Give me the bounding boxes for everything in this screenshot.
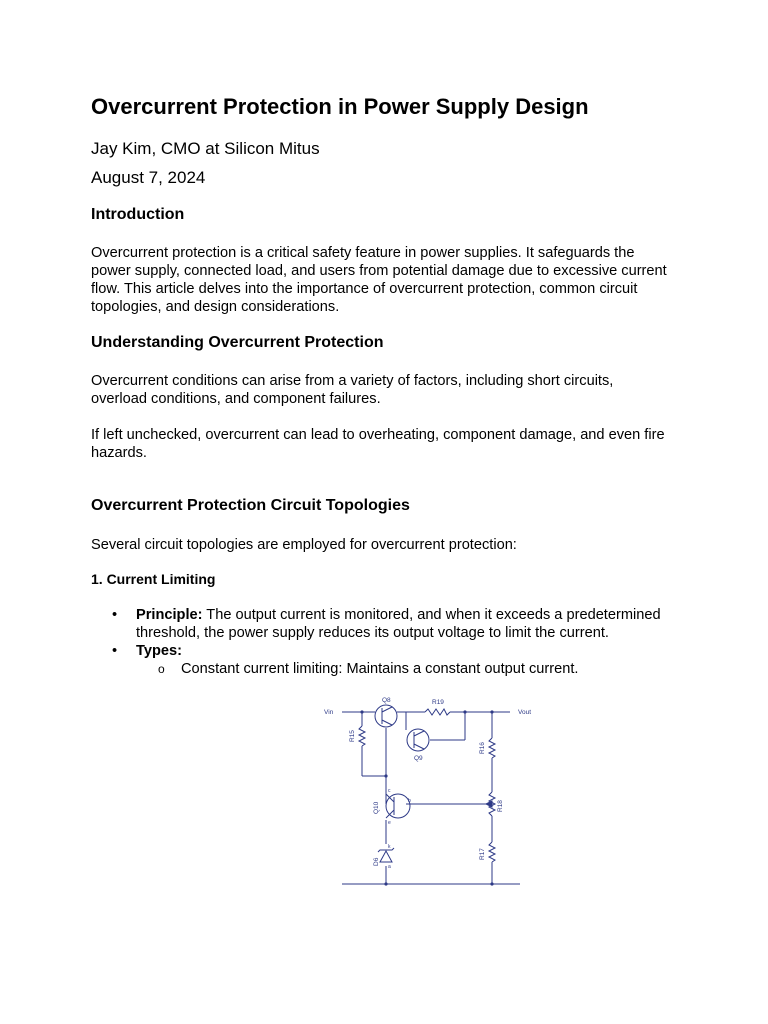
- label-vin: Vin: [324, 709, 334, 716]
- understanding-paragraph-2: If left unchecked, overcurrent can lead to overheating, component damage, and even fire hazards.: [91, 427, 665, 461]
- label-q8: Q8: [382, 697, 391, 704]
- resistor-r17-icon: [489, 842, 495, 862]
- transistor-q9-icon: [407, 729, 429, 751]
- transistor-q8-icon: [375, 705, 397, 727]
- circuit-diagram: [320, 694, 540, 890]
- label-pin-c: c: [388, 788, 391, 794]
- label-pin-e: e: [388, 820, 391, 826]
- intro-paragraph: Overcurrent protection is a critical safety feature in power supplies. It safeguards the power supply, connected load, and users from potential damage due to excessive current flow. This article delves into the importance of overcurrent protection, common circuit topologies, and design considerations.: [91, 245, 667, 315]
- bullet-list: [91, 606, 691, 678]
- list-item-type: [91, 660, 691, 678]
- circuit-junctions: [360, 710, 493, 885]
- intro-heading: Introduction: [91, 206, 185, 223]
- bullet-circle-icon: o: [158, 662, 165, 676]
- resistor-r15-icon: [359, 726, 365, 746]
- label-vout: Vout: [518, 709, 532, 716]
- principle-text: The output current is monitored, and when it exceeds a predetermined threshold, the power supply reduces its output voltage to limit the current.: [136, 607, 661, 641]
- label-pin-a: a: [388, 864, 391, 870]
- label-r18: R18: [497, 800, 504, 812]
- label-r16: R16: [479, 742, 486, 754]
- label-r17: R17: [479, 848, 486, 860]
- label-pin-b: b: [408, 798, 411, 804]
- bullet-dot-icon: •: [112, 607, 118, 623]
- resistor-r16-icon: [489, 738, 495, 758]
- resistor-r19-icon: [425, 709, 450, 715]
- date-line: August 7, 2024: [91, 168, 206, 187]
- principle-label: Principle:: [136, 607, 203, 623]
- label-r19: R19: [432, 699, 444, 706]
- type-text: Constant current limiting: Maintains a constant output current.: [181, 661, 579, 677]
- label-r15: R15: [349, 730, 356, 742]
- zener-diode-d6-icon: [380, 851, 392, 862]
- circuit-components: [359, 705, 495, 862]
- types-label: Types:: [136, 643, 182, 659]
- label-d6: D6: [373, 857, 380, 866]
- understanding-paragraph-1: Overcurrent conditions can arise from a variety of factors, including short circuits, overload conditions, and component failures.: [91, 373, 614, 407]
- author-line: Jay Kim, CMO at Silicon Mitus: [91, 139, 320, 158]
- topologies-heading: Overcurrent Protection Circuit Topologies: [91, 497, 410, 514]
- bullet-dot-icon: •: [112, 643, 118, 659]
- circuit-wires: [342, 712, 520, 884]
- page-title: Overcurrent Protection in Power Supply Design: [91, 94, 589, 119]
- understanding-heading: Understanding Overcurrent Protection: [91, 334, 384, 351]
- topologies-intro: Several circuit topologies are employed for overcurrent protection:: [91, 537, 517, 553]
- label-pin-k: k: [388, 844, 391, 850]
- list-item-principle: [91, 606, 691, 642]
- label-q10: Q10: [373, 801, 380, 814]
- list-item-types: [91, 642, 691, 660]
- current-limiting-heading: 1. Current Limiting: [91, 571, 216, 587]
- label-q9: Q9: [414, 755, 423, 762]
- circuit-labels: [324, 697, 531, 870]
